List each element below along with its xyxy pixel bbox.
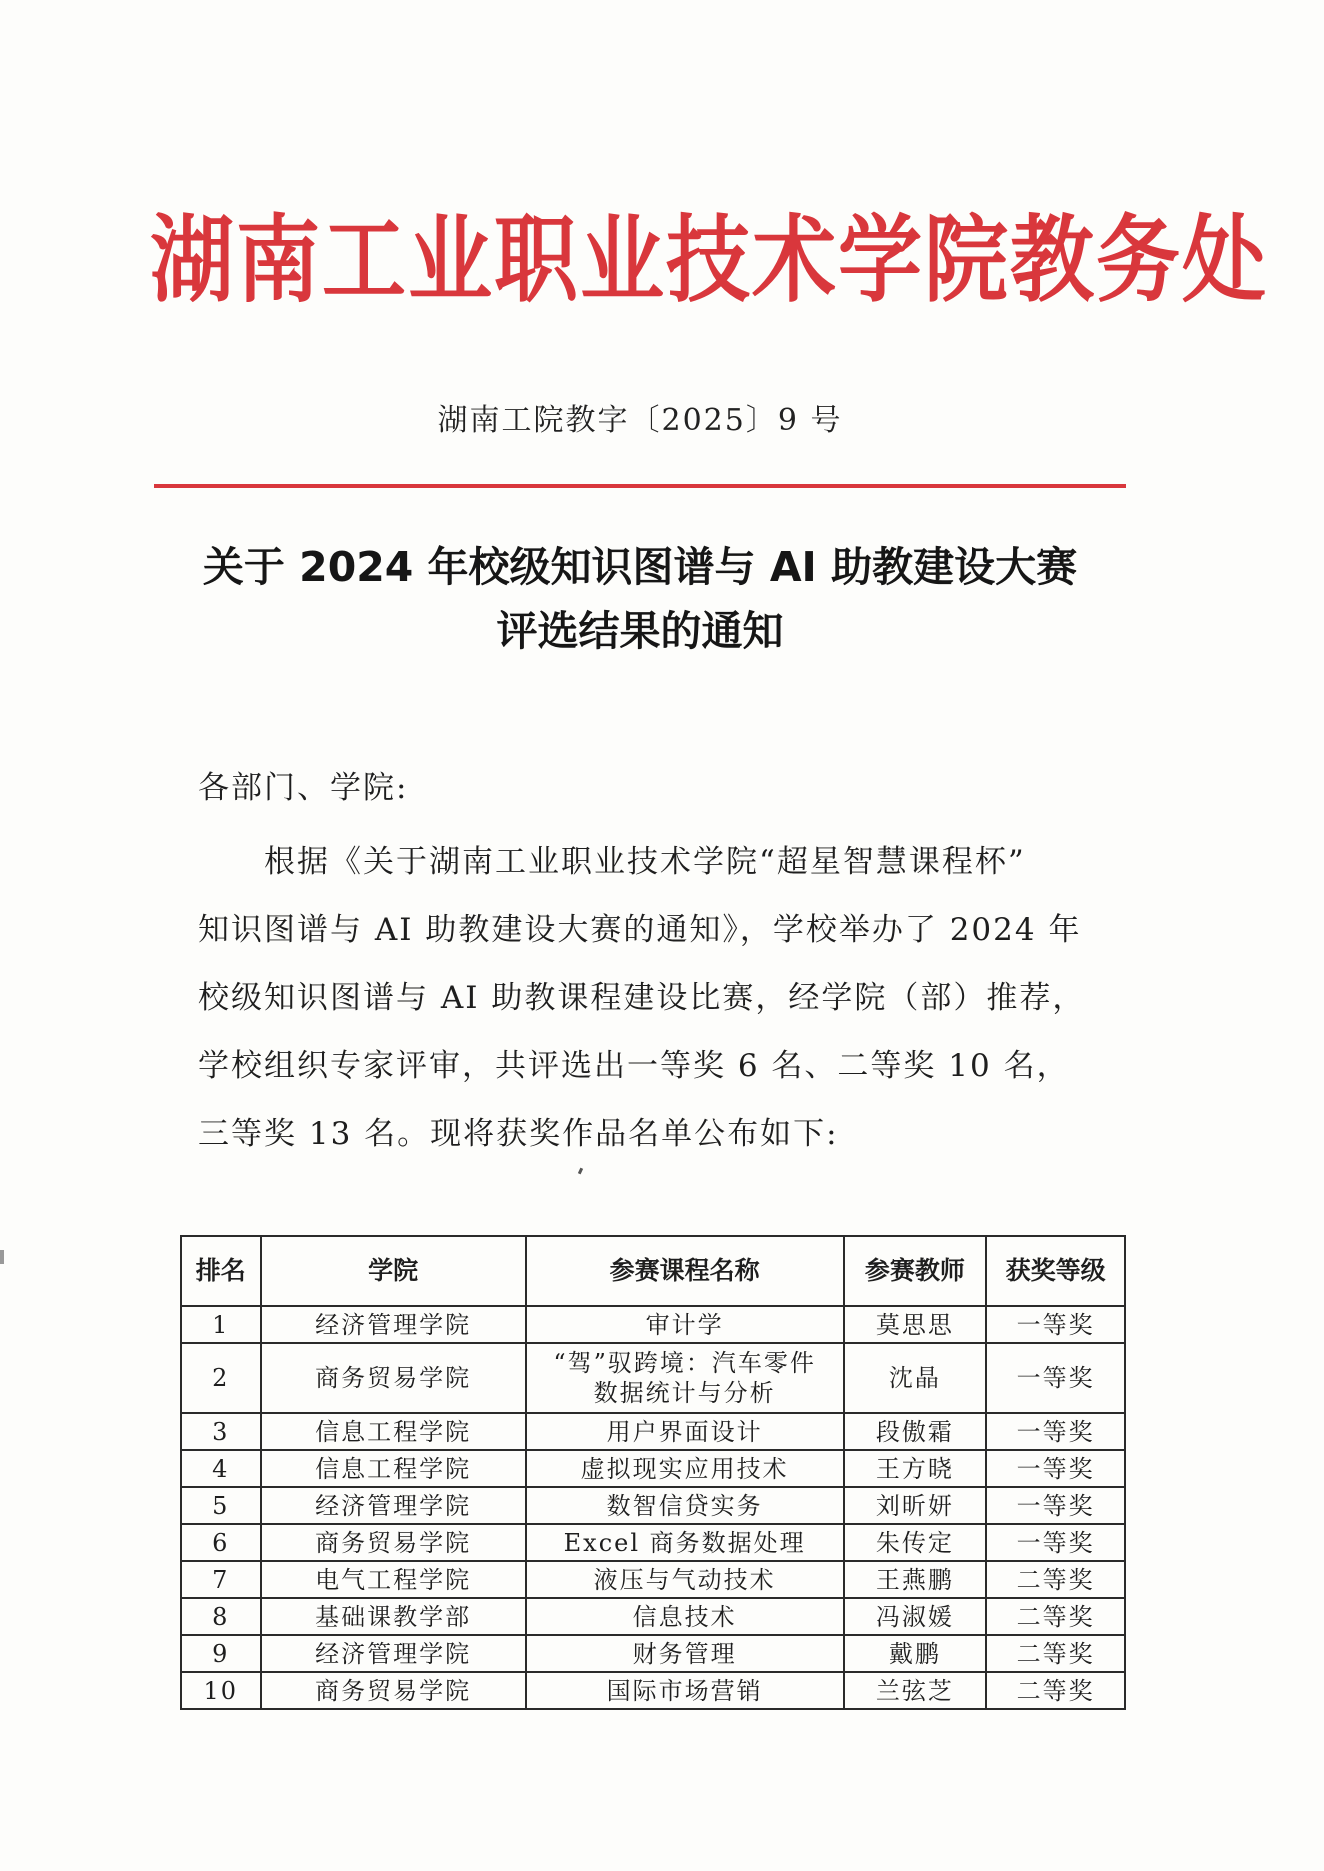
header-level: 获奖等级 xyxy=(986,1236,1125,1306)
cell-college: 电气工程学院 xyxy=(261,1561,526,1598)
cell-college: 经济管理学院 xyxy=(261,1306,526,1343)
notice-title-line-1: 关于 2024 年校级知识图谱与 AI 助教建设大赛 xyxy=(202,543,1078,591)
table-row xyxy=(181,1524,1125,1561)
body-line-4: 学校组织专家评审，共评选出一等奖 6 名、二等奖 10 名， xyxy=(198,1048,1070,1084)
cell-level: 二等奖 xyxy=(986,1561,1125,1598)
cell-level: 一等奖 xyxy=(986,1487,1125,1524)
cell-course: 信息技术 xyxy=(526,1598,844,1635)
cell-college: 经济管理学院 xyxy=(261,1487,526,1524)
notice-title xyxy=(150,535,1130,663)
document-masthead: 湖南工业职业技术学院教务处 xyxy=(150,204,1269,315)
cell-rank: 5 xyxy=(181,1487,261,1524)
red-divider-line xyxy=(154,484,1126,488)
cell-college: 商务贸易学院 xyxy=(261,1343,526,1413)
cell-teacher: 莫思思 xyxy=(844,1306,987,1343)
cell-teacher: 王方晓 xyxy=(844,1450,987,1487)
table-row xyxy=(181,1672,1125,1709)
cell-college: 经济管理学院 xyxy=(261,1635,526,1672)
cell-teacher: 朱传定 xyxy=(844,1524,987,1561)
cell-course: Excel 商务数据处理 xyxy=(526,1524,844,1561)
header-teacher: 参赛教师 xyxy=(844,1236,987,1306)
body-line-3: 校级知识图谱与 AI 助教课程建设比赛，经学院（部）推荐， xyxy=(198,980,1086,1016)
cell-rank: 1 xyxy=(181,1306,261,1343)
cell-college: 商务贸易学院 xyxy=(261,1672,526,1709)
cell-teacher: 戴鹏 xyxy=(844,1635,987,1672)
cell-rank: 2 xyxy=(181,1343,261,1413)
table-row xyxy=(181,1343,1125,1413)
cell-course: 虚拟现实应用技术 xyxy=(526,1450,844,1487)
cell-college: 信息工程学院 xyxy=(261,1413,526,1450)
cell-level: 一等奖 xyxy=(986,1306,1125,1343)
cell-course: “驾”驭跨境：汽车零件数据统计与分析 xyxy=(526,1343,844,1413)
body-line-2: 知识图谱与 AI 助教建设大赛的通知》，学校举办了 2024 年 xyxy=(198,912,1082,948)
cell-rank: 10 xyxy=(181,1672,261,1709)
cell-course: 国际市场营销 xyxy=(526,1672,844,1709)
notice-body xyxy=(198,828,1128,1168)
cell-college: 商务贸易学院 xyxy=(261,1524,526,1561)
awards-table xyxy=(180,1235,1126,1710)
cell-course: 用户界面设计 xyxy=(526,1413,844,1450)
cell-course: 审计学 xyxy=(526,1306,844,1343)
cell-course: 液压与气动技术 xyxy=(526,1561,844,1598)
salutation: 各部门、学院: xyxy=(198,770,409,806)
table-row xyxy=(181,1561,1125,1598)
table-header-row xyxy=(181,1236,1125,1306)
header-college: 学院 xyxy=(261,1236,526,1306)
notice-title-line-2: 评选结果的通知 xyxy=(496,607,784,655)
cell-level: 一等奖 xyxy=(986,1450,1125,1487)
cell-teacher: 王燕鹏 xyxy=(844,1561,987,1598)
cell-level: 二等奖 xyxy=(986,1598,1125,1635)
header-course: 参赛课程名称 xyxy=(526,1236,844,1306)
table-row xyxy=(181,1598,1125,1635)
cell-course: 数智信贷实务 xyxy=(526,1487,844,1524)
cell-level: 二等奖 xyxy=(986,1635,1125,1672)
cell-teacher: 刘昕妍 xyxy=(844,1487,987,1524)
cell-level: 一等奖 xyxy=(986,1413,1125,1450)
cell-rank: 3 xyxy=(181,1413,261,1450)
cell-course: 财务管理 xyxy=(526,1635,844,1672)
body-line-5: 三等奖 13 名。现将获奖作品名单公布如下: xyxy=(198,1116,839,1152)
cell-college: 信息工程学院 xyxy=(261,1450,526,1487)
cell-rank: 7 xyxy=(181,1561,261,1598)
cell-level: 一等奖 xyxy=(986,1343,1125,1413)
cell-level: 一等奖 xyxy=(986,1524,1125,1561)
cell-teacher: 段傲霜 xyxy=(844,1413,987,1450)
document-number: 湖南工院教字〔2025〕9 号 xyxy=(437,403,843,438)
body-line-1: 根据《关于湖南工业职业技术学院“超星智慧课程杯” xyxy=(264,844,1026,880)
cell-college: 基础课教学部 xyxy=(261,1598,526,1635)
cell-rank: 6 xyxy=(181,1524,261,1561)
table-row xyxy=(181,1450,1125,1487)
scan-speck xyxy=(578,1168,583,1175)
table-row xyxy=(181,1635,1125,1672)
cell-teacher: 沈晶 xyxy=(844,1343,987,1413)
cell-rank: 8 xyxy=(181,1598,261,1635)
table-row xyxy=(181,1306,1125,1343)
table-row xyxy=(181,1413,1125,1450)
cell-rank: 9 xyxy=(181,1635,261,1672)
cell-level: 二等奖 xyxy=(986,1672,1125,1709)
cell-teacher: 兰弦芝 xyxy=(844,1672,987,1709)
header-rank: 排名 xyxy=(181,1236,261,1306)
scan-edge-mark xyxy=(0,1250,4,1264)
cell-rank: 4 xyxy=(181,1450,261,1487)
cell-teacher: 冯淑媛 xyxy=(844,1598,987,1635)
table-row xyxy=(181,1487,1125,1524)
